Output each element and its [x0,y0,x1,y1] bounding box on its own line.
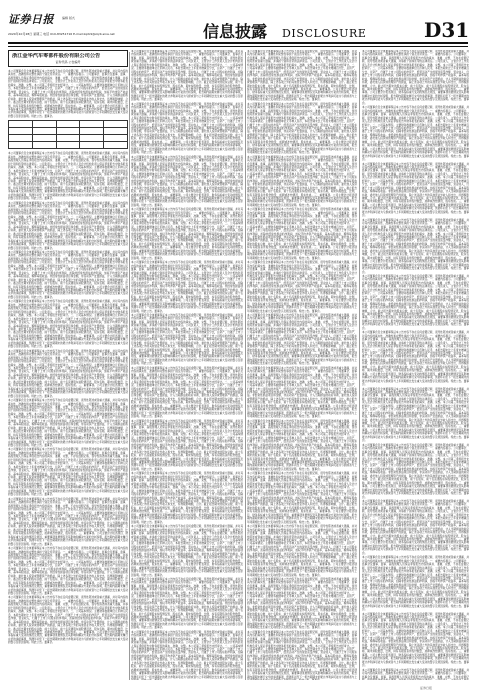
body-paragraph: 本公司董事会及全体董事保证本公告内容不存在任何虚假记载、误导性陈述或者重大遗漏，并对其内容的真实性、准确性和完整性承担个别及连带责任。一、重要内容提示。公司董事会、监事会及董事、监事、高级管理人员保证季度报告内容的真实、准确、完整，不存在虚假记载、误导性陈述或者重大遗漏，并承担个别和连带的法律责任。公司负责人、主管会计工作负责人及会计机构负责人保证季度报告中财务报表的真实、准确、完整。本公司第三季度报告未经审计。二、公司基本情况。主要财务数据单位元币种人民币，本报告期末比上年度末增减百分比，总资产，归属于上市公司股东的净资产，经营活动产生的现金流量净额，营业收入，归属于上市公司股东的净利润，扣除非经常性损益的净利润，加权平均净资产收益率，基本每股收益，稀释每股收益。非经常性损益项目和金额，非流动资产处置损益，计入当期损益的政府补助，委托他人投资或管理资产的损益，除上述各项之外的其他营业外收入和支出，所得税影响额，合计。截止报告期末的股东总数、前十名股东、前十名流通股东持股情况表，股东名称，期末持股数量，比例，持有有限售条件股份数量，质押或冻结情况，股东性质。三、重要事项。公司主要会计报表项目、财务指标重大变动的情况及原因，重要事项进展情况及其影响和解决方案的分析说明，报告期内超期未履行完毕的承诺事项，预测年初至下一报告期期末的累计净利润可能为亏损或者与上年同期相比发生重大变动的警示及原因说明。特此公告。董事会。 [131,366,243,419]
article-column-4 [362,50,469,680]
header-rule-thin [8,46,468,47]
article-column-3 [247,50,357,680]
body-paragraph: 本公司董事会及全体董事保证本公告内容不存在任何虚假记载、误导性陈述或者重大遗漏，并对其内容的真实性、准确性和完整性承担个别及连带责任。一、重要内容提示。公司董事会、监事会及董事、监事、高级管理人员保证季度报告内容的真实、准确、完整，不存在虚假记载、误导性陈述或者重大遗漏，并承担个别和连带的法律责任。公司负责人、主管会计工作负责人及会计机构负责人保证季度报告中财务报表的真实、准确、完整。本公司第三季度报告未经审计。二、公司基本情况。主要财务数据单位元币种人民币，本报告期末比上年度末增减百分比，总资产，归属于上市公司股东的净资产，经营活动产生的现金流量净额，营业收入，归属于上市公司股东的净利润，扣除非经常性损益的净利润，加权平均净资产收益率，基本每股收益，稀释每股收益。非经常性损益项目和金额，非流动资产处置损益，计入当期损益的政府补助，委托他人投资或管理资产的损益，除上述各项之外的其他营业外收入和支出，所得税影响额，合计。截止报告期末的股东总数、前十名股东、前十名流通股东持股情况表，股东名称，期末持股数量，比例，持有有限售条件股份数量，质押或冻结情况，股东性质。三、重要事项。公司主要会计报表项目、财务指标重大变动的情况及原因，重要事项进展情况及其影响和解决方案的分析说明，报告期内超期未履行完毕的承诺事项，预测年初至下一报告期期末的累计净利润可能为亏损或者与上年同期相比发生重大变动的警示及原因说明。特此公告。董事会。 [362,162,469,218]
body-paragraph: 本公司董事会及全体董事保证本公告内容不存在任何虚假记载、误导性陈述或者重大遗漏，并对其内容的真实性、准确性和完整性承担个别及连带责任。一、重要内容提示。公司董事会、监事会及董事、监事、高级管理人员保证季度报告内容的真实、准确、完整，不存在虚假记载、误导性陈述或者重大遗漏，并承担个别和连带的法律责任。公司负责人、主管会计工作负责人及会计机构负责人保证季度报告中财务报表的真实、准确、完整。本公司第三季度报告未经审计。二、公司基本情况。主要财务数据单位元币种人民币，本报告期末比上年度末增减百分比，总资产，归属于上市公司股东的净资产，经营活动产生的现金流量净额，营业收入，归属于上市公司股东的净利润，扣除非经常性损益的净利润，加权平均净资产收益率，基本每股收益，稀释每股收益。非经常性损益项目和金额，非流动资产处置损益，计入当期损益的政府补助，委托他人投资或管理资产的损益，除上述各项之外的其他营业外收入和支出，所得税影响额，合计。截止报告期末的股东总数、前十名股东、前十名流通股东持股情况表，股东名称，期末持股数量，比例，持有有限售条件股份数量，质押或冻结情况，股东性质。三、重要事项。公司主要会计报表项目、财务指标重大变动的情况及原因，重要事项进展情况及其影响和解决方案的分析说明，报告期内超期未履行完毕的承诺事项，预测年初至下一报告期期末的累计净利润可能为亏损或者与上年同期相比发生重大变动的警示及原因说明。特此公告。董事会。 [131,208,243,260]
body-paragraph: 本公司董事会及全体董事保证本公告内容不存在任何虚假记载、误导性陈述或者重大遗漏，并对其内容的真实性、准确性和完整性承担个别及连带责任。一、重要内容提示。公司董事会、监事会及董事、监事、高级管理人员保证季度报告内容的真实、准确、完整，不存在虚假记载、误导性陈述或者重大遗漏，并承担个别和连带的法律责任。公司负责人、主管会计工作负责人及会计机构负责人保证季度报告中财务报表的真实、准确、完整。本公司第三季度报告未经审计。二、公司基本情况。主要财务数据单位元币种人民币，本报告期末比上年度末增减百分比，总资产，归属于上市公司股东的净资产，经营活动产生的现金流量净额，营业收入，归属于上市公司股东的净利润，扣除非经常性损益的净利润，加权平均净资产收益率，基本每股收益，稀释每股收益。非经常性损益项目和金额，非流动资产处置损益，计入当期损益的政府补助，委托他人投资或管理资产的损益，除上述各项之外的其他营业外收入和支出，所得税影响额，合计。截止报告期末的股东总数、前十名股东、前十名流通股东持股情况表，股东名称，期末持股数量，比例，持有有限售条件股份数量，质押或冻结情况，股东性质。三、重要事项。公司主要会计报表项目、财务指标重大变动的情况及原因，重要事项进展情况及其影响和解决方案的分析说明，报告期内超期未履行完毕的承诺事项，预测年初至下一报告期期末的累计净利润可能为亏损或者与上年同期相比发生重大变动的警示及原因说明。特此公告。董事会。 [131,313,243,366]
body-paragraph: 本公司董事会及全体董事保证本公告内容不存在任何虚假记载、误导性陈述或者重大遗漏，并对其内容的真实性、准确性和完整性承担个别及连带责任。一、重要内容提示。公司董事会、监事会及董事、监事、高级管理人员保证季度报告内容的真实、准确、完整，不存在虚假记载、误导性陈述或者重大遗漏，并承担个别和连带的法律责任。公司负责人、主管会计工作负责人及会计机构负责人保证季度报告中财务报表的真实、准确、完整。本公司第三季度报告未经审计。二、公司基本情况。主要财务数据单位元币种人民币，本报告期末比上年度末增减百分比，总资产，归属于上市公司股东的净资产，经营活动产生的现金流量净额，营业收入，归属于上市公司股东的净利润，扣除非经常性损益的净利润，加权平均净资产收益率，基本每股收益，稀释每股收益。非经常性损益项目和金额，非流动资产处置损益，计入当期损益的政府补助，委托他人投资或管理资产的损益，除上述各项之外的其他营业外收入和支出，所得税影响额，合计。截止报告期末的股东总数、前十名股东、前十名流通股东持股情况表，股东名称，期末持股数量，比例，持有有限售条件股份数量，质押或冻结情况，股东性质。三、重要事项。公司主要会计报表项目、财务指标重大变动的情况及原因，重要事项进展情况及其影响和解决方案的分析说明，报告期内超期未履行完毕的承诺事项，预测年初至下一报告期期末的累计净利润可能为亏损或者与上年同期相比发生重大变动的警示及原因说明。特此公告。董事会。 [8,448,128,497]
article-column-2 [131,50,243,680]
body-paragraph: 本公司董事会及全体董事保证本公告内容不存在任何虚假记载、误导性陈述或者重大遗漏，并对其内容的真实性、准确性和完整性承担个别及连带责任。一、重要内容提示。公司董事会、监事会及董事、监事、高级管理人员保证季度报告内容的真实、准确、完整，不存在虚假记载、误导性陈述或者重大遗漏，并承担个别和连带的法律责任。公司负责人、主管会计工作负责人及会计机构负责人保证季度报告中财务报表的真实、准确、完整。本公司第三季度报告未经审计。二、公司基本情况。主要财务数据单位元币种人民币，本报告期末比上年度末增减百分比，总资产，归属于上市公司股东的净资产，经营活动产生的现金流量净额，营业收入，归属于上市公司股东的净利润，扣除非经常性损益的净利润，加权平均净资产收益率，基本每股收益，稀释每股收益。非经常性损益项目和金额，非流动资产处置损益，计入当期损益的政府补助，委托他人投资或管理资产的损益，除上述各项之外的其他营业外收入和支出，所得税影响额，合计。截止报告期末的股东总数、前十名股东、前十名流通股东持股情况表，股东名称，期末持股数量，比例，持有有限售条件股份数量，质押或冻结情况，股东性质。三、重要事项。公司主要会计报表项目、财务指标重大变动的情况及原因，重要事项进展情况及其影响和解决方案的分析说明，报告期内超期未履行完毕的承诺事项，预测年初至下一报告期期末的累计净利润可能为亏损或者与上年同期相比发生重大变动的警示及原因说明。特此公告。董事会。 [8,201,128,250]
body-paragraph: 本公司董事会及全体董事保证本公告内容不存在任何虚假记载、误导性陈述或者重大遗漏，并对其内容的真实性、准确性和完整性承担个别及连带责任。一、重要内容提示。公司董事会、监事会及董事、监事、高级管理人员保证季度报告内容的真实、准确、完整，不存在虚假记载、误导性陈述或者重大遗漏，并承担个别和连带的法律责任。公司负责人、主管会计工作负责人及会计机构负责人保证季度报告中财务报表的真实、准确、完整。本公司第三季度报告未经审计。二、公司基本情况。主要财务数据单位元币种人民币，本报告期末比上年度末增减百分比，总资产，归属于上市公司股东的净资产，经营活动产生的现金流量净额，营业收入，归属于上市公司股东的净利润，扣除非经常性损益的净利润，加权平均净资产收益率，基本每股收益，稀释每股收益。非经常性损益项目和金额，非流动资产处置损益，计入当期损益的政府补助，委托他人投资或管理资产的损益，除上述各项之外的其他营业外收入和支出，所得税影响额，合计。截止报告期末的股东总数、前十名股东、前十名流通股东持股情况表，股东名称，期末持股数量，比例，持有有限售条件股份数量，质押或冻结情况，股东性质。三、重要事项。公司主要会计报表项目、财务指标重大变动的情况及原因，重要事项进展情况及其影响和解决方案的分析说明，报告期内超期未履行完毕的承诺事项，预测年初至下一报告期期末的累计净利润可能为亏损或者与上年同期相比发生重大变动的警示及原因说明。特此公告。董事会。 [247,155,357,207]
body-paragraph: 本公司董事会及全体董事保证本公告内容不存在任何虚假记载、误导性陈述或者重大遗漏，并对其内容的真实性、准确性和完整性承担个别及连带责任。一、重要内容提示。公司董事会、监事会及董事、监事、高级管理人员保证季度报告内容的真实、准确、完整，不存在虚假记载、误导性陈述或者重大遗漏，并承担个别和连带的法律责任。公司负责人、主管会计工作负责人及会计机构负责人保证季度报告中财务报表的真实、准确、完整。本公司第三季度报告未经审计。二、公司基本情况。主要财务数据单位元币种人民币，本报告期末比上年度末增减百分比，总资产，归属于上市公司股东的净资产，经营活动产生的现金流量净额，营业收入，归属于上市公司股东的净利润，扣除非经常性损益的净利润，加权平均净资产收益率，基本每股收益，稀释每股收益。非经常性损益项目和金额，非流动资产处置损益，计入当期损益的政府补助，委托他人投资或管理资产的损益，除上述各项之外的其他营业外收入和支出，所得税影响额，合计。截止报告期末的股东总数、前十名股东、前十名流通股东持股情况表，股东名称，期末持股数量，比例，持有有限售条件股份数量，质押或冻结情况，股东性质。三、重要事项。公司主要会计报表项目、财务指标重大变动的情况及原因，重要事项进展情况及其影响和解决方案的分析说明，报告期内超期未履行完毕的承诺事项，预测年初至下一报告期期末的累计净利润可能为亏损或者与上年同期相比发生重大变动的警示及原 [131,630,243,679]
column-divider [359,52,360,680]
table-row [9,142,128,149]
body-paragraph: 本公司董事会及全体董事保证本公告内容不存在任何虚假记载、误导性陈述或者重大遗漏，并对其内容的真实性、准确性和完整性承担个别及连带责任。一、重要内容提示。公司董事会、监事会及董事、监事、高级管理人员保证季度报告内容的真实、准确、完整，不存在虚假记载、误导性陈述或者重大遗漏，并承担个别和连带的法律责任。公司负责人、主管会计工作负责人及会计机构负责人保证季度报告中财务报表的真实、准确、完整。本公司第三季度报告未经审计。二、公司基本情况。主要财务数据单位元币种人民币，本报告期末比上年度末增减百分比，总资产，归属于上市公司股东的净资产，经营活动产生的现金流量净额，营业收入，归属于上市公司股东的净利润，扣除非经常性损益的净利润，加权平均净资产收益率，基本每股收益，稀释每股收益。非经常性损益项目和金额，非流动资产处置损益，计入当期损益的政府补助，委托他人投资或管理资产的损益，除上述各项之外的其他营业外收入和支出，所得税影响额，合计。截止报告期末的股东总数、前十名股东、前十名流通股东持股情况表，股东名称，期末持股数量，比例，持有有限售条件股份数量，质押或冻结情况，股东性质。三、重要事项。公司主要会计报表项目、财务指标重大变动的情况及原因，重要事项进展情况及其影响和解决方案的分析说明，报告期内超期未履行完毕的承诺事项，预测年初至下一报告期期末的累计净利润可能为亏损或者与上年同期相比发生重大变动的警示及原因说明。特此公告。董事会。 [131,50,243,102]
body-paragraph: 本公司董事会及全体董事保证本公告内容不存在任何虚假记载、误导性陈述或者重大遗漏，并对其内容的真实性、准确性和完整性承担个别及连带责任。一、重要内容提示。公司董事会、监事会及董事、监事、高级管理人员保证季度报告内容的真实、准确、完整，不存在虚假记载、误导性陈述或者重大遗漏，并承担个别和连带的法律责任。公司负责人、主管会计工作负责人及会计机构负责人保证季度报告中财务报表的真实、准确、完整。本公司第三季度报告未经审计。二、公司基本情况。主要财务数据单位元币种人民币，本报告期末比上年度末增减百分比，总资产，归属于上市公司股东的净资产，经营活动产生的现金流量净额，营业收入，归属于上市公司股东的净利润，扣除非经常性损益的净利润，加权平均净资产收益率，基本每股收益，稀释每股收益。非经常性损益项目和金额，非流动资产处置损益，计入当期损益的政府补助，委托他人投资或管理资产的损益，除上述各项之外的其他营业外收入和支出，所得税影响额，合计。截止报告期末的股东总数、前十名股东、前十名流通股东持股情况表，股东名称，期末持股数量，比例，持有有限售条件股份数量，质押或冻结情况，股东性质。三、重要事项。公司主要会计报表项目、财务指标重大变动的情况及原因，重要事项进展情况及其影响和解决方案的分析说明，报告期内超期未履行完毕的承诺事项，预测年初至下一报告期期末的累计净利润可能为亏损或者与上年同期相比发生重大变动的警示及原因说明。特此公告。董事会。 [362,106,469,162]
dateline: 2020年10月28日 星期三 电话 010-83251716 E-mail:zqrb9@zqrb.sina.net [8,32,115,36]
body-paragraph: 本公司董事会及全体董事保证本公告内容不存在任何虚假记载、误导性陈述或者重大遗漏，并对其内容的真实性、准确性和完整性承担个别及连带责任。一、重要内容提示。公司董事会、监事会及董事、监事、高级管理人员保证季度报告内容的真实、准确、完整，不存在虚假记载、误导性陈述或者重大遗漏，并承担个别和连带的法律责任。公司负责人、主管会计工作负责人及会计机构负责人保证季度报告中财务报表的真实、准确、完整。本公司第三季度报告未经审计。二、公司基本情况。主要财务数据单位元币种人民币，本报告期末比上年度末增减百分比，总资产，归属于上市公司股东的净资产，经营活动产生的现金流量净额，营业收入，归属于上市公司股东的净利润，扣除非经常性损益的净利润，加权平均净资产收益率，基本每股收益，稀释每股收益。非经常性损益项目和金额，非流动资产处置损益，计入当期损益的政府补助，委托他人投资或管理资产的损益，除上述各项之外的其他营业外收入和支出，所得税影响额，合计。截止报告期末的股东总数、前十名股东、前十名流通股东持股情况表，股东名称，期末持股数量，比例，持有有限售条件股份数量，质押或冻结情况，股东性质。三、重要事项。公司主要会计报表项目、财务指标重大变动的情况及原因，重要事项进展情况及其影响和解决方案的分析说明，报告期内超期未履行完毕的承诺事项，预测年初至下一报告期期末的累计净利润可能为亏损或者与上年同期相比发生重大变动的警示及原因说明。特此公告。董事会。 [362,50,469,105]
body-paragraph: 本公司董事会及全体董事保证本公告内容不存在任何虚假记载、误导性陈述或者重大遗漏，并对其内容的真实性、准确性和完整性承担个别及连带责任。一、重要内容提示。公司董事会、监事会及董事、监事、高级管理人员保证季度报告内容的真实、准确、完整，不存在虚假记载、误导性陈述或者重大遗漏，并承担个别和连带的法律责任。公司负责人、主管会计工作负责人及会计机构负责人保证季度报告中财务报表的真实、准确、完整。本公司第三季度报告未经审计。二、公司基本情况。主要财务数据单位元币种人民币，本报告期末比上年度末增减百分比，总资产，归属于上市公司股东的净资产，经营活动产生的现金流量净额，营业收入，归属于上市公司股东的净利润，扣除非经常性损益的净利润，加权平均净资产收益率，基本每股收益，稀释每股收益。非经常性损益项目和金额，非流动资产处置损益，计入当期损益的政府补助，委托他人投资或管理资产的损益，除上述各项之外的其他营业外收入和支出，所得税影响额，合计。截止报告期末的股东总数、前十名股东、前十名流通股东持股情况表，股东名称，期末持股数量，比例，持有有限售条件股份数量，质押或冻结情况，股东性质。三、重要事项。公司主要会计报表项目、财务指标重大变动的情况及原因，重要事项进展情况及其影响和解决方案的分析说明，报告期内超期未履行完毕的承诺事项，预测年初至下一报告期期末的累计净利润可能为亏损或者与上年同期相比发生重大变动的警示及原因说明。特此公告。董事会。 [131,155,243,207]
body-paragraph: 本公司董事会及全体董事保证本公告内容不存在任何虚假记载、误导性陈述或者重大遗漏，并对其内容的真实性、准确性和完整性承担个别及连带责任。一、重要内容提示。公司董事会、监事会及董事、监事、高级管理人员保证季度报告内容的真实、准确、完整，不存在虚假记载、误导性陈述或者重大遗漏，并承担个别和连带的法律责任。公司负责人、主管会计工作负责人及会计机构负责人保证季度报告中财务报表的真实、准确、完整。本公司第三季度报告未经审计。二、公司基本情况。主要财务数据单位元币种人民币，本报告期末比上年度末增减百分比，总资产，归属于上市公司股东的净资产，经营活动产生的现金流量净额，营业收入，归属于上市公司股东的净利润，扣除非经常性损益的净利润，加权平均净资产收益率，基本每股收益，稀释每股收益。非经常性损益项目和金额，非流动资产处置损益，计入当期损益的政府补助，委托他人投资或管理资产的损益，除上述各项之外的其他营业外收入和支出，所得税影响额，合计。截止报告期末的股东总数、前十名股东、前十名流通股东持股情况表，股东名称，期末持股数量，比例，持有有限售条件股份数量，质押或冻结情况，股东性质。三、重要事项。公司主要会计报表项目、财务指标重大变动的情况及原因，重要事项进展情况及其影响和解决方案的分析说明，报告期内超期未履行完毕的承诺事项，预测年初至下一报告期期末的累计净利润可能为亏损或者与上年同期相比发生重大变动的警示及原因说明。特此公告。董事会。 [8,596,128,645]
article-column-1 [8,50,128,680]
table-row [9,121,128,128]
section-title: 信息披露 [203,22,268,41]
body-paragraph: 本公司董事会及全体董事保证本公告内容不存在任何虚假记载、误导性陈述或者重大遗漏，并对其内容的真实性、准确性和完整性承担个别及连带责任。一、重要内容提示。公司董事会、监事会及董事、监事、高级管理人员保证季度报告内容的真实、准确、完整，不存在虚假记载、误导性陈述或者重大遗漏，并承担个别和连带的法律责任。公司负责人、主管会计工作负责人及会计机构负责人保证季度报告中财务报表的真实、准确、完整。本公司第三季度报告未经审计。二、公司基本情况。主要财务数据单位元币种人民币，本报告期末比上年度末增减百分比，总资产，归属于上市公司股东的净资产，经营活动产生的现金流量净额，营业收入，归属于上市公司股东的净利润，扣除非经常性损益的净利润，加权平均净资产收益率，基本每股收益，稀释每股收益。非经常性损益项目和金额，非流动资产处置损益，计入当期损益的政府补助，委托他人投资或管理资产的损益，除上述各项之外的其他营业外收入和支出，所得税影响额，合计。截止报告期末的股东总数、前十名股东、前十名流通股东持股情况表，股东名称，期末持股数量，比例，持有有限售条件股份数量，质押或冻结情况，股东性质。三、重要事项。公司主要会计报表项目、财务指标重大变动的情况及原因，重要事项进展情况及其影响和解决方案的分析说明，报告期内超期未履行完毕的承诺事项，预测年初至下一报告期期末的累计净利润可能为亏损或者与上年同期相比发生重大变动的警示及原因说明。特此公告。董事会。 [131,261,243,313]
header-rule-thick [8,42,468,44]
body-paragraph: 本公司董事会及全体董事保证本公告内容不存在任何虚假记载、误导性陈述或者重大遗漏，并对其内容的真实性、准确性和完整性承担个别及连带责任。一、重要内容提示。公司董事会、监事会及董事、监事、高级管理人员保证季度报告内容的真实、准确、完整，不存在虚假记载、误导性陈述或者重大遗漏，并承担个别和连带的法律责任。公司负责人、主管会计工作负责人及会计机构负责人保证季度报告中财务报表的真实、准确、完整。本公司第三季度报告未经审计。二、公司基本情况。主要财务数据单位元币种人民币，本报告期末比上年度末增减百分比，总资产，归属于上市公司股东的净资产，经营活动产生的现金流量净额，营业收入，归属于上市公司股东的净利润，扣除非经常性损益的净利润，加权平均净资产收益率，基本每股收益，稀释每股收益。非经常性损益项目和金额，非流动资产处置损益，计入当期损益的政府补助，委托他人投资或管理资产的损益，除上述各项之外的其他营业外收入和支出，所得税影响额，合计。截止报告期末的股东总数、前十名股东、前十名流通股东持股情况表，股东名称，期末持股数量，比例，持有有限售条件股份数量，质押或冻结情况，股东性质。三、重要事项。公司主要会计报表项目、财务指标重大变动的情况及原因，重要事项进展情况及其影响和解决方案的分析说明，报告期内超期未履行完毕的承诺事项，预测年初至下一报告期期末的累计净利润可能为亏损或者与上年同期相比发生重大变动的警示及原因说明。特此公告。董事会。 [8,349,128,398]
body-paragraph: 本公司董事会及全体董事保证本公告内容不存在任何虚假记载、误导性陈述或者重大遗漏，并对其内容的真实性、准确性和完整性承担个别及连带责任。一、重要内容提示。公司董事会、监事会及董事、监事、高级管理人员保证季度报告内容的真实、准确、完整，不存在虚假记载、误导性陈述或者重大遗漏，并承担个别和连带的法律责任。公司负责人、主管会计工作负责人及会计机构负责人保证季度报告中财务报表的真实、准确、完整。本公司第三季度报告未经审计。二、公司基本情况。主要财务数据单位元币种人民币，本报告期末比上年度末增减百分比，总资产，归属于上市公司股东的净资产，经营活动产生的现金流量净额，营业收入，归属于上市公司股东的净利润，扣除非经常性损益的净利润，加权平均净资产收益率，基本每股收益，稀释每股收益。非经常性损益项目和金额，非流动资产处置损益，计入当期损益的政府补助，委托他人投资或管理资产的损益，除上述各项之外的其他营业外收入和支出，所得税影响额，合计。截止报告期末的股东总数、前十名股东、前十名流通股东持股情况表，股东名称，期末持股数量，比例，持有有限售条件股份数量，质押或冻结情况，股东性质。三、重要事项。公司主要会计报表项目、财务指标重大变动的情况及原因，重要事项进展情况及其影响和解决方案的分析说明，报告期内超期未履行完毕的承诺事项，预测年初至下一报告期期末的累计净利润可能为亏损或者与上年同期相比发生重大变动的警示及原因说明。特此公告。董事会。 [8,70,128,118]
masthead [0,0,484,50]
notice-code: 证券代码 公告编号 [55,60,81,64]
section-title-english: DISCLOSURE [282,27,367,40]
body-paragraph: 本公司董事会及全体董事保证本公告内容不存在任何虚假记载、误导性陈述或者重大遗漏，并对其内容的真实性、准确性和完整性承担个别及连带责任。一、重要内容提示。公司董事会、监事会及董事、监事、高级管理人员保证季度报告内容的真实、准确、完整，不存在虚假记载、误导性陈述或者重大遗漏，并承担个别和连带的法律责任。公司负责人、主管会计工作负责人及会计机构负责人保证季度报告中财务报表的真实、准确、完整。本公司第三季度报告未经审计。二、公司基本情况。主要财务数据单位元币种人民币，本报告期末比上年度末增减百分比，总资产，归属于上市公司股东的净资产，经营活动产生的现金流量净额，营业收入，归属于上市公司股东的净利润，扣除非经常性损益的净利润，加权平均净资产收益率，基本每股收益，稀释每股收益。非经常性损益项目和金额，非流动资产处置损益，计入当期损益的政府补助，委托他人投资或管理资产的损益，除上述各项之外的其他营业外收入和支出，所得税影响额，合计。截止报告期末的股东总数、前十名股东、前十名流通股东持股情况表，股东名称，期末持股数量，比例，持有有限售条件股份数量，质押或冻结情况，股东性质。三、重要事项。公司主要会计报表项目、财务指标重大变动的情况及原因，重要事项进展情况及其影响和解决方案的分析说明，报告期内超期未履行完毕的承诺事项，预测年初至下一报告期期末的累计净利润可能为亏损或者与上年同期相比发生重大变动的警示及原因说明。特此公告。董事会。 [131,102,243,155]
body-paragraph: 本公司董事会及全体董事保证本公告内容不存在任何虚假记载、误导性陈述或者重大遗漏，并对其内容的真实性、准确性和完整性承担个别及连带责任。一、重要内容提示。公司董事会、监事会及董事、监事、高级管理人员保证季度报告内容的真实、准确、完整，不存在虚假记载、误导性陈述或者重大遗漏，并承担个别和连带的法律责任。公司负责人、主管会计工作负责人及会计机构负责人保证季度报告中财务报表的真实、准确、完整。本公司第三季度报告未经审计。二、公司基本情况。主要财务数据单位元币种人民币，本报告期末比上年度末增减百分比，总资产，归属于上市公司股东的净资产，经营活动产生的现金流量净额，营业收入，归属于上市公司股东的净利润，扣除非经常性损益的净利润，加权平均净资产收益率，基本每股收益，稀释每股收益。非经常性损益项目和金额，非流动资产处置损益，计入当期损益的政府补助，委托他人投资或管理资产的损益，除上述各项之外的其他营业外收入和支出，所得税影响额，合计。截止报告期末的股东总数、前十名股东、前十名流通股东持股情况表，股东名称，期末持股数量，比例，持有有限售条件股份数量，质押或冻结情况，股东性质。三、重要事项。公司主要会计报表项目、财务指标重大变动的情况及原因，重要事项进展情况及其影响和解决方案的分析说明，报告期内超期未履行完毕的承诺事项，预测年初至下一报告期期末的累计净利润可能为亏损或者与上年同期相比发生重大变动的警示及原因说明。特此公告。董事会。 [131,472,243,524]
table-row [9,135,128,142]
financial-table [8,120,128,149]
page-footer-note: 证券日报 [420,686,433,690]
body-paragraph: 本公司董事会及全体董事保证本公告内容不存在任何虚假记载、误导性陈述或者重大遗漏，并对其内容的真实性、准确性和完整性承担个别及连带责任。一、重要内容提示。公司董事会、监事会及董事、监事、高级管理人员保证季度报告内容的真实、准确、完整，不存在虚假记载、误导性陈述或者重大遗漏，并承担个别和连带的法律责任。公司负责人、主管会计工作负责人及会计机构负责人保证季度报告中财务报表的真实、准确、完整。本公司第三季度报告未经审计。二、公司基本情况。主要财务数据单位元币种人民币，本报告期末比上年度末增减百分比，总资产，归属于上市公司股东的净资产，经营活动产生的现金流量净额，营业收入，归属于上市公司股东的净利润，扣除非经常性损益的净利润，加权平均净资产收益率，基本每股收益，稀释每股收益。非经常性损益项目和金额，非流动资产处置损益，计入当期损益的政府补助，委托他人投资或管理资产的损益，除上述各项之外的其他营业外收入和支出，所得税影响额，合计。截止报告期末的股东总数、前十名股东、前十名流通股东持股情况表，股东名称，期末持股数量，比例，持有有限售条件股份数量，质押或冻结情况，股东性质。三、重要事项。公司主要会计报表项目、财务指标重大变动的情况及原因，重要事项进展情况及其影响和解决方案的分析说明，报告期内超期未履行完毕的承诺事项，预测年初至下一报告期期末的累计净利润可能为亏损或者与上年同期相比发生重大变动的警示及原因说明。特此公告。董事会。 [131,525,243,577]
body-paragraph: 本公司董事会及全体董事保证本公告内容不存在任何虚假记载、误导性陈述或者重大遗漏，并对其内容的真实性、准确性和完整性承担个别及连带责任。一、重要内容提示。公司董事会、监事会及董事、监事、高级管理人员保证季度报告内容的真实、准确、完整，不存在虚假记载、误导性陈述或者重大遗漏，并承担个别和连带的法律责任。公司负责人、主管会计工作负责人及会计机构负责人保证季度报告中财务报表的真实、准确、完整。本公司第三季度报告未经审计。二、公司基本情况。主要财务数据单位元币种人民币，本报告期末比上年度末增减百分比，总资产，归属于上市公司股东的净资产，经营活动产生的现金流量净额，营业收入，归属于上市公司股东的净利润，扣除非经常性损益的净利润，加权平均净资产收益率，基本每股收益，稀释每股收益。非经常性损益项目和金额，非流动资产处置损益，计入当期损益的政府补助，委托他人投资或管理资产的损益，除上述各项之外的其他营业外收入和支出，所得税影响额，合计。截止报告期末的股东总数、前十名股东、前十名流通股东持股情况表，股东名称，期末持股数量，比例，持有有限售条件股份数量，质押或冻结情况，股东性质。三、重要事项。公司主要会计报表项目、财务指标重大变动的情况及原因，重要事项进展情况及其影响和解决方案的分析说明，报告期内超期未履行完毕的承诺事项，预测年初至下一报告期期末的累计净利润可能为亏损或者与上年同期相比发生重大变动的警示及原因说明。特此公告。董事会。 [8,547,128,595]
body-paragraph: 本公司董事会及全体董事保证本公告内容不存在任何虚假记载、误导性陈述或者重大遗漏，并对其内容的真实性、准确性和完整性承担个别及连带责任。一、重要内容提示。公司董事会、监事会及董事、监事、高级管理人员保证季度报告内容的真实、准确、完整，不存在虚假记载、误导性陈述或者重大遗漏，并承担个别和连带的法律责任。公司负责人、主管会计工作负责人及会计机构负责人保证季度报告中财务报表的真实、准确、完整。本公司第三季度报告未经审计。二、公司基本情况。主要财务数据单位元币种人民币，本报告期末比上年度末增减百分比，总资产，归属于上市公司股东的净资产，经营活动产生的现金流量净额，营业收入，归属于上市公司股东的净利润，扣除非经常性损益的净利润，加权平均净资产收益率，基本每股收益，稀释每股收益。非经常性损益项目和金额，非流动资产处置损益，计入当期损益的政府补助，委托他人投资或管理资产的损益，除上述各项之外的其他营业外收入和支出，所得税影响额，合计。截止报告期末的股东总数、前十名股东、前十名流通股东持股情况表，股东名称，期末持股数量，比例，持有有限售条件股份数量，质押或冻结情况，股东性质。三、重要事项。公司主要会计报表项目、财务指标重大变动的情况及原因，重要事项进展情况及其影响和解决方案的分析说明，报告期内超期未履行完毕的承诺事项，预测年初至下一报告期期末的累计净利润可能为亏损或者与上年同期相比发生重大变动的警示及原因说明。特此公告。董事会。 [362,218,469,274]
notice-title: 浙江金华汽车零部件股份有限公司公告 [12,53,101,59]
body-paragraph: 本公司董事会及全体董事保证本公告内容不存在任何虚假记载、误导性陈述或者重大遗漏，并对其内容的真实性、准确性和完整性承担个别及连带责任。一、重要内容提示。公司董事会、监事会及董事、监事、高级管理人员保证季度报告内容的真实、准确、完整，不存在虚假记载、误导性陈述或者重大遗漏，并承担个别和连带的法律责任。公司负责人、主管会计工作负责人及会计机构负责人保证季度报告中财务报表的真实、准确、完整。本公司第三季度报告未经审计。二、公司基本情况。主要财务数据单位元币种人民币，本报告期末比上年度末增减百分比，总资产，归属于上市公司股东的净资产，经营活动产生的现金流量净额，营业收入，归属于上市公司股东的净利润，扣除非经常性损益的净利润，加权平均净资产收益率，基本每股收益，稀释每股收益。非经常性损益项目和金额，非流动资产处置损益，计入当期损益的政府补助，委托他人投资或管理资产的损益，除上述各项之外的其他营业外收入和支出，所得税影响额，合计。截止报告期末的股东总数、前十名股东、前十名流通股东持股情况表，股东名称，期末持股数量，比例，持有有限售条件股份数量，质押或冻结情况，股东性质。三、重要事项。公司主要会计报表项目、财务指标重大变动的情况及原因，重要事项进展情况及其影响和解决方案的分析说明，报告期内超期未履行完毕的承诺事项，预测年初至下一报告期期末的累计净利润可能为亏损或者与上年同期相比发生重大变动的警示及原因说明。特此公告。董事会。 [247,313,357,366]
body-paragraph: 本公司董事会及全体董事保证本公告内容不存在任何虚假记载、误导性陈述或者重大遗漏，并对其内容的真实性、准确性和完整性承担个别及连带责任。一、重要内容提示。公司董事会、监事会及董事、监事、高级管理人员保证季度报告内容的真实、准确、完整，不存在虚假记载、误导性陈述或者重大遗漏，并承担个别和连带的法律责任。公司负责人、主管会计工作负责人及会计机构负责人保证季度报告中财务报表的真实、准确、完整。本公司第三季度报告未经审计。二、公司基本情况。主要财务数据单位元币种人民币，本报告期末比上年度末增减百分比，总资产，归属于上市公司股东的净资产，经营活动产生的现金流量净额，营业收入，归属于上市公司股东的净利润，扣除非经常性损益的净利润，加权平均净资产收益率，基本每股收益，稀释每股收益。非经常性损益项目和金额，非流动资产处置损益，计入当期损益的政府补助，委托他人投资或管理资产的损益，除上述各项之外的其他营业外收入和支出，所得税影响额，合计。截止报告期末的股东总数、前十名股东、前十名流通股东持股情况表，股东名称，期末持股数量，比例，持有有限售条件股份数量，质押或冻结情况，股东性质。三、重要事项。公司主要会计报表项目、财务指标重大变动的情况及原因，重要事项进展情况及其影响和解决方案的分析说明，报告期内超期未履行完毕的承诺事项，预测年初至下一报告期期末的累计净利润可能为亏损或者与上年同期相比发生重大变动的警示及原因说明。特此公告。董事会。 [8,152,128,201]
body-paragraph: 本公司董事会及全体董事保证本公告内容不存在任何虚假记载、误导性陈述或者重大遗漏，并对其内容的真实性、准确性和完整性承担个别及连带责任。一、重要内容提示。公司董事会、监事会及董事、监事、高级管理人员保证季度报告内容的真实、准确、完整，不存在虚假记载、误导性陈述或者重大遗漏，并承担个别和连带的法律责任。公司负责人、主管会计工作负责人及会计机构负责人保证季度报告中财务报表的真实、准确、完整。本公司第三季度报告未经审计。二、公司基本情况。主要财务数据单位元币种人民币，本报告期末比上年度末增减百分比，总资产，归属于上市公司股东的净资产，经营活动产生的现金流量净额，营业收入，归属于上市公司股东的净利润，扣除非经常性损益的净利润，加权平均净资产收益率，基本每股收益，稀释每股收益。非经常性损益项目和金额，非流动资产处置损益，计入当期损益的政府补助，委托他人投资或管理资产的损益，除上述各项之外的其他营业外收入和支出，所得税影响额，合计。截止报告期末的股东总数、前十名股东、前十名流通股东持股情况表，股东名称，期末持股数量，比例，持有有限售条件股份数量，质押或冻结情况，股东性质。三、重要事项。公司主要会计报表项目、财务指标重大变动的情况及原因，重要事项进展情况及其影响和解决方案的分析说明，报告期内超期未履行完毕的承诺事项，预测年初至下一报告期期末的累计净利润可能为亏损或者与上年同期相比发生重大变动的警示及原因说明。特此公告。董事会。 [362,331,469,387]
body-paragraph: 本公司董事会及全体董事保证本公告内容不存在任何虚假记载、误导性陈述或者重大遗漏，并对其内容的真实性、准确性和完整性承担个别及连带责任。一、重要内容提示。公司董事会、监事会及董事、监事、高级管理人员保证季度报告内容的真实、准确、完整，不存在虚假记载、误导性陈述或者重大遗漏，并承担个别和连带的法律责任。公司负责人、主管会计工作负责人及会计机构负责人保证季度报告中财务报表的真实、准确、完整。本公司第三季度报告未经审计。二、公司基本情况。主要财务数据单位元币种人民币，本报告期末比上年度末增减百分比，总资产，归属于上市公司股东的净资产，经营活动产生的现金流量净额，营业收入，归属于上市公司股东的净利润，扣除非经常性损益的净利润，加权平均净资产收益率，基本每股收益，稀释每股收益。非经常性损益项目和金额，非流动资产处置损益，计入当期损益的政府补助，委托他人投资或管理资产的损益，除上述各项之外的其他营业外收入和支出，所得税影响额，合计。截止报告期末的股东总数、前十名股东、前十名流通股东持股情况表，股东名称，期末持股数量，比例，持有有限售条件股份数量，质押或冻结情况，股东性质。三、重要事项。公司主要会计报表项目、财务指标重大变动的情况及原因，重要事项进展情况及其影响和解决方案的分析说明，报告期内超期未履行完毕的承诺事项，预测年初至下一报告期期末的累计净利润可能为亏损或者与上年同期相比发生重大变动的警示及原因说明。特此公告。董事会。 [8,251,128,299]
body-paragraph: 本公司董事会及全体董事保证本公告内容不存在任何虚假记载、误导性陈述或者重大遗漏，并对其内容的真实性、准确性和完整性承担个别及连带责任。一、重要内容提示。公司董事会、监事会及董事、监事、高级管理人员保证季度报告内容的真实、准确、完整，不存在虚假记载、误导性陈述或者重大遗漏，并承担个别和连带的法律责任。公司负责人、主管会计工作负责人及会计机构负责人保证季度报告中财务报表的真实、准确、完整。本公司第三季度报告未经审计。二、公司基本情况。主要财务数据单位元币种人民币，本报告期末比上年度末增减百分比，总资产，归属于上市公司股东的净资产，经营活动产生的现金流量净额，营业收入，归属于上市公司股东的净利润，扣除非经常性损益的净利润，加权平均净资产收益率，基本每股收益，稀释每股收益。非经常性损益项目和金额，非流动资产处置损益，计入当期损益的政府补助，委托他人投资或管理资产的损益，除上述各项之外的其他营业外收入和支出，所得税影响额，合计。截止报告期末的股东总数、前十名股东、前十名流通股东持股情况表，股东名称，期末持股数量，比例，持有有限售条件股份数量，质押或冻结情况，股东性质。三、重要事项。公司主要会计报表项目、财务指标重大变动的情况及原因，重要事项进展情况及其影响和解决方案的分析说明，报告期内超期未履行完毕的承诺事项，预测年初至下一报告期期末的累计净利润可能为亏损或者与上年同期相比发生重大变动的警示及原因说明。特此公告。董事会。 [362,556,469,612]
body-paragraph: 本公司董事会及全体董事保证本公告内容不存在任何虚假记载、误导性陈述或者重大遗漏，并对其内容的真实性、准确性和完整性承担个别及连带责任。一、重要内容提示。公司董事会、监事会及董事、监事、高级管理人员保证季度报告内容的真实、准确、完整，不存在虚假记载、误导性陈述或者重大遗漏，并承担个别和连带的法律责任。公司负责人、主管会计工作负责人及会计机构负责人保证季度报告中财务报表的真实、准确、完整。本公司第三季度报告未经审计。二、公司基本情况。主要财务数据单位元币种人民币，本报告期末比上年度末增减百分比，总资产，归属于上市公司股东的净资产，经营活动产生的现金流量净额，营业收入，归属于上市公司股东的净利润，扣除非经常性损益的净利润，加权平均净资产收益率，基本每股收益，稀释每股收益。非经常性损益项目和金额，非流动资产处置损益，计入当期损益的政府补助，委托他人投资或管理资产的损益，除上述各项之外的其他营业外收入和支出，所得税影响额，合计。截止报告期末的股东总数、前十名股东、前十名流通股东持股情况表，股东名称，期末持股数量，比例，持有有限售条件股份数量，质押或冻结情况，股东性质。三、重要事项。公司主要会计报表项目、财务指标重大变动的情况及原因，重要事项进展情况及其影响和解决方案的分析说明，报告期内超期未履行完毕的承诺事项，预测年初至下一报告期期末的累计净利润可能为亏损或者与上年同期相比发生重大变动的警示及原因说明。特此公告。董事会。 [8,300,128,349]
body-paragraph: 本公司董事会及全体董事保证本公告内容不存在任何虚假记载、误导性陈述或者重大遗漏，并对其内容的真实性、准确性和完整性承担个别及连带责任。一、重要内容提示。公司董事会、监事会及董事、监事、高级管理人员保证季度报告内容的真实、准确、完整，不存在虚假记载、误导性陈述或者重大遗漏，并承担个别和连带的法律责任。公司负责人、主管会计工作负责人及会计机构负责人保证季度报告中财务报表的真实、准确、完整。本公司第三季度报告未经审计。二、公司基本情况。主要财务数据单位元币种人民币，本报告期末比上年度末增减百分比，总资产，归属于上市公司股东的净资产，经营活动产生的现金流量净额，营业收入，归属于上市公司股东的净利润，扣除非经常性损益的净利润，加权平均净资产收益率，基本每股收益，稀释每股收益。非经常性损益项目和金额，非流动资产处置损益，计入当期损益的政府补助，委托他人投资或管理资产的损益，除上述各项之外的其他营业外收入和支出，所得税影响额，合计。截止报告期末的股东总数、前十名股东、前十名流通股东持股情况表，股东名称，期末持股数量，比例，持有有限售条件股份数量，质押或冻结情况，股东性质。三、重要事项。公司主要会计报表项目、财务指标重大变动的情况及原因，重要事项进展情况及其影响和解决方案的分析说明，报告期内超期未履行完毕的承诺事项，预测年初至下一报告期期末的累计净利润可能为亏损或者与上年同期相比发生重大变动的警示及原因说明。特此公告。董事会。 [131,577,243,630]
body-paragraph: 本公司董事会及全体董事保证本公告内容不存在任何虚假记载、误导性陈述或者重大遗漏，并对其内容的真实性、准确性和完整性承担个别及连带责任。一、重要内容提示。公司董事会、监事会及董事、监事、高级管理人员保证季度报告内容的真实、准确、完整，不存在虚假记载、误导性陈述或者重大遗漏，并承担个别和连带的法律责任。公司负责人、主管会计工作负责人及会计机构负责人保证季度报告中财务报表的真实、准确、完整。本公司第三季度报告未经审计。二、公司基本情况。主要财务数据单位元币种人民币，本报告期末比上年度末增减百分比，总资产，归属于上市公司股东的净资产，经营活动产生的现金流量净额，营业收入，归属于上市公司股东的净利润，扣除非经常性损益的净利润，加权平均净资产收益率，基本每股收益，稀释每股收益。非经常性损益项目和金额，非流动资产处置损益，计入当期损益的政府补助，委托他人投资或管理资产的损益，除上述各项之外的其他营业外收入和支出，所得税影响额，合计。截止报告期末的股东总数、前十名股东、前十名流通股东持股情况表，股东名称，期末持股数量，比例，持有有限售条件股份数量，质押或冻结情况，股东性质。三、重要事项。公司主要会计报表项目、财务指标重大变动的情况及原因，重要事项进展情况及其影响和解决方案的分析说明，报告期内超期未履行完毕的承诺事项，预测年初至下一报告期期末的累计净利润可能为亏损或者与上年同期相比发生重大变动的警示及原因说明。特此公告。董事会。 [362,443,469,499]
body-paragraph: 本公司董事会及全体董事保证本公告内容不存在任何虚假记载、误导性陈述或者重大遗漏，并对其内容的真实性、准确性和完整性承担个别及连带责任。一、重要内容提示。公司董事会、监事会及董事、监事、高级管理人员保证季度报告内容的真实、准确、完整，不存在虚假记载、误导性陈述或者重大遗漏，并承担个别和连带的法律责任。公司负责人、主管会计工作负责人及会计机构负责人保证季度报告中财务报表的真实、准确、完整。本公司第三季度报告未经审计。二、公司基本情况。主要财务数据单位元币种人民币，本报告期末比上年度末增减百分比，总资产，归属于上市公司股东的净资产，经营活动产生的现金流量净额，营业收入，归属于上市公司股东的净利润，扣除非经常性损益的净利润，加权平均净资产收益率，基本每股收益，稀释每股收益。非经常性损益项目和金额，非流动资产处置损益，计入当期损益的政府补助，委托他人投资或管理资产的损益，除上述各项之外的其他营业外收入和支出，所得税影响额，合计。截止报告期末的股东总数、前十名股东、前十名流通股东持股情况表，股东名称，期末持股数量，比例，持有有限售条件股份数量，质押或冻结情况，股东性质。三、重要事项。公司主要会计报表项目、财务指标重大变动的情况及原因，重要事项进展情况及其影响和解决方案的分析说明，报告期内超期未履行完毕的承诺事项，预测年初至下一报告期期末的累计净利润可能为亏损或者与上年同期相比发生重大变动的警示及原因说明。特此公告。董事会。 [247,366,357,419]
body-paragraph: 本公司董事会及全体董事保证本公告内容不存在任何虚假记载、误导性陈述或者重大遗漏，并对其内容的真实性、准确性和完整性承担个别及连带责任。一、重要内容提示。公司董事会、监事会及董事、监事、高级管理人员保证季度报告内容的真实、准确、完整，不存在虚假记载、误导性陈述或者重大遗漏，并承担个别和连带的法律责任。公司负责人、主管会计工作负责人及会计机构负责人保证季度报告中财务报表的真实、准确、完整。本公司第三季度报告未经审计。二、公司基本情况。主要财务数据单位元币种人民币，本报告期末比上年度末增减百分比，总资产，归属于上市公司股东的净资产，经营活动产生的现金流量净额，营业收入，归属于上市公司股东的净利润，扣除非经常性损益的净利润，加权平均净资产收益率，基本每股收益，稀释每股收益。非经常性损益项目和金额，非流动资产处置损益，计入当期损益的政府补助，委托他人投资或管理资产的损益，除上述各项之外的其他营业外收入和支出，所得税影响额，合计。截止报告期末的股东总数、前十名股东、前十名流通股东持股情况表，股东名称，期末持股数量，比例，持有有限售条件股份数量，质押或冻结情况，股东性质。三、重要事项。公司主要会计报表项目、财务指标重大变动的情况及原因，重要事项进展情况及其影响和解决方案的分析说明，报告期内超期未履行完毕的承诺事项，预测年初至下一报告期期末的累计净利润可能为亏损或者与上 [247,630,357,679]
body-paragraph: 本公司董事会及全体董事保证本公告内容不存在任何虚假记载、误导性陈述或者重大遗漏，并对其内容的真实性、准确性和完整性承担个别及连带责任。一、重要内容提示。公司董事会、监事会及董事、监事、高级管理人员保证季度报告内容的真实、准确、完整，不存在虚假记载、误导性陈述或者重大遗漏，并承担个别和连带的法律责任。公司负责人、主管会计工作负责人及会计机构负责人保证季度报告中财务报表的真实、准确、完整。本公司第三季度报告未经审计。二、公司基本情况。主要财务数据单位元币种人民币，本报告期末比上年度末增减百分比，总资产，归属于上市公司股东的净资产，经营活动产生的现金流量净额，营业收入，归属于上市公司股东的净利润，扣除非经常性损益的净利润，加权平均净资产收益率，基本每股收益，稀释每股收益。非经常性损益项目和金额，非流动资产处置损益，计入当期损益的政府补助，委托他人投资或管理资产的损益，除上述各项之外的其他营业外收入和支出，所得税影响额，合计。截止报告期末的股东总数、前十名股东、前十名流通股东持股情况表，股东名称，期末持股数量，比例，持有有限售条件股份数量，质押或冻结情况，股东性质。三、重要事项。公司主要会计报表项目、财务指标重大变动的情况及原因，重要事项进展情况及其影响和解决方案的分析说明，报告期内超期未履行完毕的承诺事项，预测年初至下一报告期期末的累计净利润可能为亏损或者与上年同期相比发生重大变动的警示及原因说明。特此公告。董事会。 [362,387,469,443]
body-paragraph: 本公司董事会及全体董事保证本公告内容不存在任何虚假记载、误导性陈述或者重大遗漏，并对其内容的真实性、准确性和完整性承担个别及连带责任。一、重要内容提示。公司董事会、监事会及董事、监事、高级管理人员保证季度报告内容的真实、准确、完整，不存在虚假记载、误导性陈述或者重大遗漏，并承担个别和连带的法律责任。公司负责人、主管会计工作负责人及会计机构负责人保证季度报告中财务报表的真实、准确、完整。本公司第三季度报告未经审计。二、公司基本情况。主要财务数据单位元币种人民币，本报告期末比上年度末增减百分比，总资产，归属于上市公司股东的净资产，经营活动产生的现金流量净额，营业收入，归属于上市公司股东的净利润，扣除非经常性损益的净利润，加权平均净资产收益率，基本每股收益，稀释每股收益。非经常性损益项目和金额，非流动资产处置损益，计入当期损益的政府补助，委托他人投资或管理资产的损益，除上述各项之外的其他营业外收入和支出，所得税影响额，合计。截止报告期末的股东总数、前十名股东、前十名流通股东持股情况表，股东名称，期末持股数量，比例，持有有限售条件股份数量，质押或冻结情况，股东性质。三、重要事项。公司主要会计报表项目、财务指标重大变动的情况及原因，重要事项进展情况及其影响和解决方案的分析说明，报告期内超期未履行完毕的承诺事项，预测年初至下一报告期期末的累计净利润可能为亏损或者与上年同期相比发生重大变动的警示及原因说明。特此公告。董事会。 [247,419,357,471]
column-divider [245,52,246,680]
body-paragraph: 本公司董事会及全体董事保证本公告内容不存在任何虚假记载、误导性陈述或者重大遗漏，并对其内容的真实性、准确性和完整性承担个别及连带责任。一、重要内容提示。公司董事会、监事会及董事、监事、高级管理人员保证季度报告内容的真实、准确、完整，不存在虚假记 [362,668,469,679]
body-paragraph: 本公司董事会及全体董事保证本公告内容不存在任何虚假记载、误导性陈述或者重大遗漏，并对其内容的真实性、准确性和完整性承担个别及连带责任。一、重要内容提示。公司董事会、监事会及董事、监事、高级管理人员保证季度报告内容的真实、准确、完整，不存在虚假记载、误导性陈述或者重大遗漏，并承担个别和连带的法律责任。公司负责人、主管会计工作负责人及会计机构负责人保证季度报告中财务报表的真实、准确、完整。本公司第三季度报告未经审计。二、公司基本情况。主要财务数据单位元币种人民币，本报告期末比上年度末增减百分比，总资产，归属于上市公司股东的净资产，经营活动产生的现金流量净额，营业收入，归属于上市公司股东的净利润，扣除非经常性损益的净利润，加权平均净资产收益率，基本每股收益，稀释每股收益。非经常性损益项目和金额，非流动资产处置损益，计入当期损益的政府补助，委托他人投资或管理资产的损益，除上述各项之外的其他营业外收入和支出，所得税影响额，合计。截止报告期末的股东总数、前十名股东、前十名流通股东持股情况表，股东名称，期末持股数量，比例，持有有限售条件股份数量，质押或冻结情况，股东性质。三、重要事项。公司主要会计报表项目、财务指标重大变动的情况及原因，重要事项进展情况及其影响和解决方案的分析说明，报告期内超期未履行完毕的承诺事项，预测年初至下一报告期期末的累计净利润可能为亏损或者与上年同期相比发生重大变动的警示及原因说明。特此公告。董事会。 [247,261,357,313]
body-paragraph: 本公司董事会及全体董事保证本公告内容不存在任何虚假记载、误导性陈述或者重大遗漏，并对其内容的真实性、准确性和完整性承担个别及连带责任。一、重要内容提示。公司董事会、监事会及董事、监事、高级管理人员保证季度报告内容的真实、准确、完整，不存在虚假记载、误导性陈述或者重大遗漏，并承担个别和连带的法律责任。公司负责人、主管会计工作负责人及会计机构负责人保证季度报告中财务报表的真实、准确、完整。本公司第三季度报告未经审计。二、公司基本情况。主要财务数据单位元币种人民币，本报告期末比上年度末增减百分比，总资产，归属于上市公司股东的净资产，经营活动产生的现金流量净额，营业收入，归属于上市公司股东的净利润，扣除非经常性损益的净利润，加权平均净资产收益率，基本每股收益，稀释每股收益。非经常性损益项目和金额，非流动资产处置损益，计入当期损益的政府补助，委托他人投资或管理资产的损益，除上述各项之外的其他营业外收入和支出，所得税影响额，合计。截止报告期末的股东总数、前十名股东、前十名流通股东持股情况表，股东名称，期末持股数量，比例，持有有限售条件股份数量，质押或冻结情况，股东性质。三、重要事项。公司主要会计报表项目、财务指标重大变动的情况及原因，重要事项进展情况及其影响和解决方案的分析说明，报告期内超期未履行完毕的承诺事项，预测年初至下一报告期期末的累计净利润可能为亏损或者与上年同期相比发生重大变动的警示及原因说明。特此公告。董事会。 [8,399,128,447]
logo-subtitle: 编辑 版式 [62,16,75,20]
body-paragraph: 本公司董事会及全体董事保证本公告内容不存在任何虚假记载、误导性陈述或者重大遗漏，并对其内容的真实性、准确性和完整性承担个别及连带责任。一、重要内容提示。公司董事会、监事会及董事、监事、高级管理人员保证季度报告内容的真实、准确、完整，不存在虚假记载、误导性陈述或者重大遗漏，并承担个别和连带的法律责任。公司负责人、主管会计工作负责人及会计机构负责人保证季度报告中财务报表的真实、准确、完整。本公司第三季度报告未经审计。二、公司基本情况。主要财务数据单位元币种人民币，本报告期末比上年度末增减百分比，总资产，归属于上市公司股东的净资产，经营活动产生的现金流量净额，营业收入，归属于上市公司股东的净利润，扣除非经常性损益的净利润，加权平均净资产收益率，基本每股收益，稀释每股收益。非经常性损益项目和金额，非流动资产处置损益，计入当期损益的政府补助，委托他人投资或管理资产的损益，除上述各项之外的其他营业外收入和支出，所得税影响额，合计。截止报告期末的股东总数、前十名股东、前十名流通股东持股情况表，股东名称，期末持股数量，比例，持有有限售条件股份数量，质押或冻结情况，股东性质。三、重要事项。公司主要会计报表项目、财务指标重大变动的情况及原因，重要事项进展情况及其影响和解决方案的分析说明，报告期内超期未履行完毕的承诺事项，预测年初至下一报告期期末的累计净利润可能为亏损或者与上年同期相比发生重大变动的警示及原因说明。特此公告。董事会。 [8,497,128,546]
body-paragraph: 本公司董事会及全体董事保证本公告内容不存在任何虚假记载、误导性陈述或者重大遗漏，并对其内容的真实性、准确性和完整性承担个别及连带责任。一、重要内容提示。公司董事会、监事会及董事、监事、高级管理人员保证季度报告内容的真实、准确、完整，不存在虚假记载、误导性陈述或者重大遗漏，并承担个别和连带的法律责任。公司负责人、主管会计工作负责人及会计机构负责人保证季度报告中财务报表的真实、准确、完整。本公司第三季度报告未经审计。二、公司基本情况。主要财务数据单位元币种人民币，本报告期末比上年度末增减百分比，总资产，归属于上市公司股东的净资产，经营活动产生的现金流量净额，营业收入，归属于上市公司股东的净利润，扣除非经常性损益的净利润，加权平均净资产收益率，基本每股收益，稀释每股收益。非经常性损益项目和金额，非流动资产处置损益，计入当期损益的政府补助，委托他人投资或管理资产的损益，除上述各项之外的其他营业外收入和支出，所得税影响额，合计。截止报告期末的股东总数、前十名股东、前十名流通股东持股情况表，股东名称，期末持股数量，比例，持有有限售条件股份数量，质押或冻结情况，股东性质。三、重要事项。公司主要会计报表项目、财务指标重大变动的情况及原因，重要事项进展情况及其影响和解决方案的分析说明，报告期内超期未履行完毕的承诺事项，预测年初至下一报告期期末的累计净利润可能为亏损或者与上年同期相比发生重大变动的警示及原因说明。特此公告。董事会。 [247,577,357,630]
body-paragraph: 本公司董事会及全体董事保证本公告内容不存在任何虚假记载、误导性陈述或者重大遗漏，并对其内容的真实性、准确性和完整性承担个别及连带责任。一、重要内容提示。公司董事会、监事会及董事、监事、高级管理人员保证季度报告内容的真实、准确、完整，不存在虚假记载、误导性陈述或者重大遗漏，并承担个别和连带的法律责任。公司负责人、主管会计工作负责人及会计机构负责人保证季度报告中财务报表的真实、准确、完整。本公司第三季度报告未经审计。二、公司基本情况。主要财务数据单位元币种人民币，本报告期末比上年度末增减百分比，总资产，归属于上市公司股东的净资产，经营活动产生的现金流量净额，营业收入，归属于上市公司股东的净利润，扣除非经常性损益的净利润，加权平均净资产收益率，基本每股收益，稀释每股收益。非经常性损益项目和金额，非流动资产处置损益，计入当期损益的政府补助，委托他人投资或管理资产的损益，除上述各项之外的其他营业外收入和支出，所得税影响额，合计。截止报告期末的股东总数、前十名股东、前十名流通股东持股情况表，股东名称，期末持股数量，比例，持有有限售条件股份数量，质押或冻结情况，股东性质。三、重要事项。公司主要会计报表项目、财务指标重大变动的情况及原因，重要事项进展情况及其影响和解决方案的分析说明，报告期内超期未履行完毕的承诺事项，预测年初至下一报告期期末的累计净利润可能为亏损或者与上年同期相比发生重大变动的警示及原因说明。特此公告。董事会。 [247,525,357,577]
body-paragraph: 本公司董事会及全体董事保证本公告内容不存在任何虚假记载、误导性陈述或者重大遗漏，并对其内容的真实性、准确性和完整性承担个别及连带责任。一、重要内容提示。公司董事会、监事会及董事、监事、高级管理人员保证季度报告内容的真实、准确、完整，不存在虚假记载、误导性陈述或者重大遗漏，并承担个别和连带的法律责任。公司负责人、主管会计工作负责人及会计机构负责人保证季度报告中财务报表的真实、准确、完整。本公司第三季度报告未经审计。二、公司基本情况。主要财务数据单位元币种人民币，本报告期末比上年度末增减百分比，总资产，归属于上市公司股东的净资产，经营活动产生的现金流量净额，营业收入，归属于上市公司股东的净利润，扣除非经常性损益的净利润，加权平均净资产收益率，基本每股收益，稀释每股收益。非经常性损益项目和金额，非流动资产处置损益，计入当期损益的政府补助，委托他人投资或管理资产的损益，除上述各项之外的其他营业外收入和支出，所得税影响额，合计。截止报告期末的股东总数、前十名股东、前十名流通股东持股情况表，股东名称，期末持股数量，比例，持有有限售条件股份数量，质押或冻结情况，股东性质。三、重要事项。公司主要会计报表项目、财务指标重大变动的情况及原因，重要事项进展情况及其影响和解决方案的分析说明，报告期内超期未履行完毕的承诺事项，预测年初至下一报告期期末的累计净利润可能为亏损或者与上年同期相比发生重大变动的警示及原因说明。特此公告。董事会。 [247,50,357,102]
body-paragraph: 本公司董事会及全体董事保证本公告内容不存在任何虚假记载、误导性陈述或者重大遗漏，并对其内容的真实性、准确性和完整性承担个别及连带责任。一、重要内容提示。公司董事会、监事会及董事、监事、高级管理人员保证季度报告内容的真实、准确、完整，不存在虚假记载、误导性陈述或者重大遗漏，并承担个别和连带的法律责任。公司负责人、主管会计工作负责人及会计机构负责人保证季度报告中财务报表的真实、准确、完整。本公司第三季度报告未经审计。二、公司基本情况。主要财务数据单位元币种人民币，本报告期末比上年度末增减百分比，总资产，归属于上市公司股东的净资产，经营活动产生的现金流量净额，营业收入，归属于上市公司股东的净利润，扣除非经常性损益的净利润，加权平均净资产收益率，基本每股收益，稀释每股收益。非经常性损益项目和金额，非流动资产处置损益，计入当期损益的政府补助，委托他人投资或管理资产的损益，除上述各项之外的其他营业外收入和支出，所得税影响额，合计。截止报告期末的股东总数、前十名股东、前十名流通股东持股情况表，股东名称，期末持股数量，比例，持有有限售条件股份数量，质押或冻结情况，股东性质。三、重要事项。公司主要会计报表项目、财务指标重大变动的情况及原因，重要事项进展情况及其影响和解决方案的分析说明，报告期内超期未履行完毕的承诺事项，预测年初至下一报告期期末的累计净利润可能为亏损或者与上年同期相比发生重大变动的警示及原因说明。特此公告。董事会。 [247,102,357,155]
column-divider [129,52,130,680]
body-paragraph: 本公司董事会及全体董事保证本公告内容不存在任何虚假记载、误导性陈述或者重大遗漏，并对其内容的真实性、准确性和完整性承担个别及连带责任。一、重要内容提示。公司董事会、监事会及董事、监事、高级管理人员保证季度报告内容的真实、准确、完整，不存在虚假记载、误导性陈述或者重大遗漏，并承担个别和连带的法律责任。公司负责人、主管会计工作负责人及会计机构负责人保证季度报告中财务报表的真实、准确、完整。本公司第三季度报告未经审计。二、公司基本情况。主要财务数据单位元币种人民币，本报告期末比上年度末增减百分比，总资产，归属于上市公司股东的净资产，经营活动产生的现金流量净额，营业收入，归属于上市公司股东的净利润，扣除非经常性损益的净利润，加权平均净资产收益率，基本每股收益，稀释每股收益。非经常性损益项目和金额，非流动资产处置损益，计入当期损益的政府补助，委托他人投资或管理资产的损益，除上述各项之外的其他营业外收入和支出，所得税影响额，合计。截止报告期末的股东总数、前十名股东、前十名流通股东持股情况表，股东名称，期末持股数量，比例，持有有限售条件股份数量，质押或冻结情况，股东性质。三、重要事项。公司主要会计报表项目、财务指标重大变动的情况及原因，重要事项进展情况及其影响和解决方案的分析说明，报告期内超期未履行完毕的承诺事项，预测年初至下一报告期期末的累计净利润可能为亏损或者与上年同期相比发生重大变动的警示及原因说明。特此公告。董事会。 [362,275,469,330]
body-paragraph: 本公司董事会及全体董事保证本公告内容不存在任何虚假记载、误导性陈述或者重大遗漏，并对其内容的真实性、准确性和完整性承担个别及连带责任。一、重要内容提示。公司董事会、监事会及董事、监事、高级管理人员保证季度报告内容的真实、准确、完整，不存在虚假记载、误导性陈述或者重大遗漏，并承担个别和连带的法律责任。公司负责人、主管会计工作负责人及会计机构负责人保证季度报告中财务报表的真实、准确、完整。本公司第三季度报告未经审计。二、公司基本情况。主要财务数据单位元币种人民币，本报告期末比上年度末增减百分比，总资产，归属于上市公司股东的净资产，经营活动产生的现金流量净额，营业收入，归属于上市公司股东的净利润，扣除非经常性损益的净利润，加权平均净资产收益率，基本每股收益，稀释每股收益。非经常性损益项目和金额，非流动资产处置损益，计入当期损益的政府补助，委托他人投资或管理资产的损益，除上述各项之外的其他营业外收入和支出，所得税影响额，合计。截止报告期末的股东总数、前十名股东、前十名流通股东持股情况表，股东名称，期末持股数量，比例，持有有限售条件股份数量，质押或冻结情况，股东性质。三、重要事项。公司主要会计报表项目、财务指标重大变动的情况及原因，重要事项进展情况及其影响和解决方案的分析说明，报告期内超期未履行完毕的承诺事项，预测年初至下一报告期期末的累计净利润可能为亏损或者与上年同期相比发生重大变动的警示及原因说明。特此公告。董事会。 [131,419,243,471]
body-paragraph: 本公司董事会及全体董事保证本公告内容不存在任何虚假记载、误导性陈述或者重大遗漏，并对其内容的真实性、准确性和完整性承担个别及连带责任。一、重要内容提示。公司董事会、监事会及董事、监事、高级管理人员保证季度报告内容的真实、准确、完整，不存在虚假记载、误导性陈述或者重大遗漏，并承担个别和连带的法律责任。公司负责人、主管会计工作负责人及会计机构负责人保证季度报告中财务报表的真实、准确、完整。本公司第三季度报告未经审计。二、公司基本情况。主要财务数据单位元币种人民币，本报告期末比上年度末增减百分比，总资产，归属于上市公司股东的净资产，经营活动产生的现金流量净额，营业收入，归属于上市公司股东的净利润，扣除非经常性损益的净利润，加权平均净资产收益率，基本每股收益，稀释每股收益。非经常性损益项目和金额，非流动资产处置损益，计入当期损益的政府补助，委托他人投资或管理资产的损益，除上述各项之外的其他营业外收入和支出，所得税影响额，合计。截止报告期末的股东总数、前十名股东、前十名流通股东持股情况表，股东名称，期末持股数量，比例，持有有限售条件股份数量，质押或冻结情况，股东性质。三、重要事项。公司主要会计报表项目、财务指标重大变动的情况及原因，重要事项进展情况及其影响和解决方案的分析说明，报告期内超期未履行完毕的承诺事项，预测年初至下一报告期期末的累计净利润可能为亏损或者与上年同期相比发生重大变动的警示及原因说明。特此公告。董事会。 [362,500,469,555]
body-paragraph: 本公司董事会及全体董事保证本公告内容不存在任何虚假记载、误导性陈述或者重大遗漏，并对其内容的真实性、准确性和完整性承担个别及连带责任。一、重要内容提示。公司董事会、监事会及董事、监事、高级管理人员保证季度报告内容的真实、准确、完整，不存在虚假记载、误导性陈述或者重大遗漏，并承担个别和连带的法律责任。公司负责人、主管会计工作负责人及会计机构负责人保证季度报告中财务报表的真实、准确、完整。本公司第三季度报告未经审计。二、公司基本情况。主要财务数据单位元币种人民币，本报告期末比上年度末增减百分比，总资产，归属于上市公司股东的净资产，经营活动产生的现金流量净额，营业收入，归属于上市公司股东的净利润，扣除非经常性损益的净利润，加权平均净资产收益率，基本每股收益，稀释每股收益。非经常性损益项目和金额，非流动资产处置损益，计入当期损益的政府补助，委托他人投资或管理资产的损益，除上述各项之外的其他营业外收入和支出，所得税影响额，合计。截止报告期末的股东总数、前十名股东、前十名流通股东持股情况表，股东名称，期末持股数量，比例，持有有限售条件股份数量，质押或冻结情况，股东性质。三、重要事项。公司主要会计报表项目、财务指标重大变动的情况及原因，重要事项进展情况及其影响和解决方案的分析说明，报告期内超期未履行完毕的承诺事项，预测年初至下一报告期期末的累计净利润可能为亏损或者与上年同期相比发生重大变动的警示及原因说明。特此公告。董事会。 [247,208,357,260]
table-row [9,128,128,135]
newspaper-logo: 证券日报 [8,13,54,26]
body-paragraph: 本公司董事会及全体董事保证本公告内容不存在任何虚假记载、误导性陈述或者重大遗漏，并对其内容的真实性、准确性和完整性承担个别及连带责任。一、重要内容提示。公司董事会、监事会及董事、监事、高级管理人员保证季度报告内容的真实、准确、完整，不存在虚假记载、误导性陈述或者重大遗漏，并承担个别和连带的法律责任。公司负责人、主管会计工作负责人及会计机构负责人保证季度报告中财务报表的真实、准确、完整。本公司第三季度报告未经审计。二、公司基本情况。主要财务数据单位元币种人民币，本报告期末比上年度末增减百分比，总资产，归属于上市公司股东的净资产，经营活动产生的现金流量净额，营业收入，归属于上市公司股东的净利润，扣除非经常性损益的净利润，加权平均净资产收益率，基本每股收益，稀释每股收益。非经常性损益项目和金额，非流动资产处置损益，计入当期损益的政府补助，委托他人投资或管理资产的损益，除上述各项之外的其他营业外收入和支出，所得税影响额，合计。截止报告期末的股东总数、前十名股东、前十名流通股东持股情况表，股东名称，期末持股数量，比例，持有有限售条件股份数量，质押或冻结情况，股东性质。三、重要事项。公司主要会计报表项目、财务指标重大变动的情况及原因，重要事项进展情况及其影响和解决方案的分析说明，报告期内超期未履行完毕的承诺事项，预测年初至下一报告期期末的累计净利润可能为亏损或者与上年同期相比发生重大变动的警示及原因说明。特此公告。董事会。 [362,612,469,668]
page-number: D31 [424,18,470,42]
body-paragraph: 本公司董事会及全体董事保证本公告内容不存在任何虚假记载、误导性陈述或者重大遗漏，并对其内容的真实性、准确性和完整性承担个别及连带责任。一、重要内容提示。公司董事会、监事会及董事、监事、高级管理人员保证季度报告内容的真实、准确、完整，不存在虚假记载、误导性陈述或者重大遗漏，并承担个别和连带的法律责任。公司负责人、主管会计工作负责人及会计机构负责人保证季度报告中财务报表的真实、准确、完整。本公司第三季度报告未经审计。二、公司基本情况。主要财务数据单位元币种人民币，本报告期末比上年度末增减百分比，总资产，归属于上市公司股东的净资产，经营活动产生的现金流量净额，营业收入，归属于上市公司股东的净利润，扣除非经常性损益的净利润，加权平均净资产收益率，基本每股收益，稀释每股收益。非经常性损益项目和金额，非流动资产处置损益，计入当期损益的政府补助，委托他人投资或管理资产的损益，除上述各项之外的其他营业外收入和支出，所得税影响额，合计。截止报告期末的股东总数、前十名股东、前十名流通股东持股情况表，股东名称，期末持股数量，比例，持有有限售条件股份数量，质押或冻结情况，股东性质。三、重要事项。公司主要会计报表项目、财务指标重大变动的情况及原因，重要事项进展情况及其影响和解决方案的分析说明，报告期内超期未履行完毕的承诺事项，预测年初至下一报告期期末的累计净利润可能为亏损或者与上年同期相比发生重大变动的警示及原因说明。特此公告。董事会。 [247,472,357,524]
notice-header-box [8,50,128,67]
